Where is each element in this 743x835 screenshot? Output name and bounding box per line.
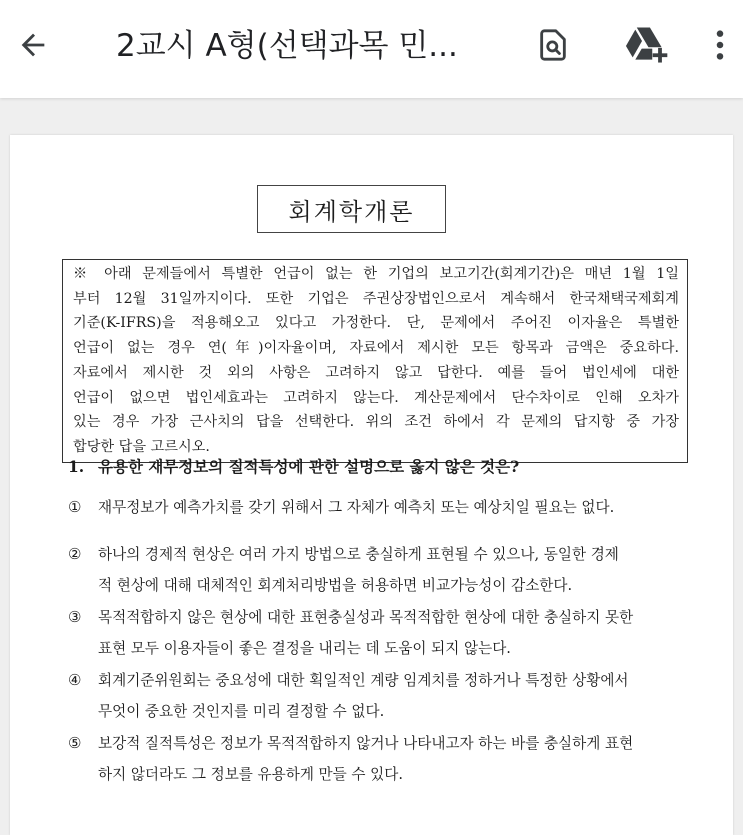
app-bar xyxy=(0,0,743,98)
instruction-line: 자료에서 제시한 것 외의 사항은 고려하지 않고 답한다. 예를 들어 법인세에 대한 xyxy=(73,364,679,381)
option-marker: ③ xyxy=(68,608,82,626)
option-text-line: 재무정보가 예측가치를 갖기 위해서 그 자체가 예측치 또는 예상치일 필요는 없다. xyxy=(98,499,615,516)
instruction-line: 언급이 없으면 법인세효과는 고려하지 않는다. 계산문제에서 단수차이로 인해 오차가 xyxy=(73,389,679,406)
option-text-line: 회계기준위원회는 중요성에 대한 획일적인 계량 임계치를 정하거나 특정한 상황에서 xyxy=(98,672,629,689)
option-text-line: 표현 모두 이용자들이 좋은 결정을 내리는 데 도움이 되지 않는다. xyxy=(98,640,511,657)
instructions-box xyxy=(62,259,688,463)
instruction-line: ※ 아래 문제들에서 특별한 언급이 없는 한 기업의 보고기간(회계기간)은 매년 1월 1일 xyxy=(73,266,679,282)
add-to-drive-icon xyxy=(625,26,669,64)
document-page xyxy=(10,135,733,835)
question-text: 유용한 재무정보의 질적특성에 관한 설명으로 옳지 않은 것은? xyxy=(98,457,520,476)
instruction-line: 합당한 답을 고르시오. xyxy=(73,438,210,455)
option-text-line: 목적적합하지 않은 현상에 대한 표현충실성과 목적적합한 현상에 대한 충실하지 못한 xyxy=(98,609,634,626)
arrow-left-icon xyxy=(16,28,50,62)
question-number: 1. xyxy=(68,457,85,476)
instruction-line: 있는 경우 가장 근사치의 답을 선택한다. 위의 조건 하에서 각 문제의 답지항 중 가장 xyxy=(73,414,679,431)
option-text-line: 무엇이 중요한 것인지를 미리 결정할 수 없다. xyxy=(98,703,385,720)
option-text-line: 하나의 경제적 현상은 여러 가지 방법으로 충실하게 표현될 수 있으나, 동일한 경제 xyxy=(98,546,619,563)
find-in-document-icon xyxy=(536,28,570,62)
instruction-line: 언급이 없는 경우 연(年)이자율이며, 자료에서 제시한 모든 항목과 금액은 중요하다. xyxy=(73,340,679,357)
answer-option-1[interactable] xyxy=(68,492,688,523)
subject-title: 회계학개론 xyxy=(257,185,446,233)
option-marker: ② xyxy=(68,545,82,563)
more-options-button[interactable] xyxy=(700,20,740,70)
back-button[interactable] xyxy=(10,22,56,68)
find-in-document-button[interactable] xyxy=(528,20,578,70)
option-text-line: 보강적 질적특성은 정보가 목적적합하지 않거나 나타내고자 하는 바를 충실하게 표현 xyxy=(98,735,634,752)
option-text-line: 적 현상에 대해 대체적인 회계처리방법을 허용하면 비교가능성이 감소한다. xyxy=(98,577,573,594)
instruction-line: 부터 12월 31일까지이다. 또한 기업은 주권상장법인으로서 계속해서 한국채택국제회계 xyxy=(73,290,679,307)
answer-option-5[interactable] xyxy=(68,728,688,790)
option-marker: ⑤ xyxy=(68,734,82,752)
more-vertical-icon xyxy=(714,28,726,62)
add-to-drive-button[interactable] xyxy=(622,20,672,70)
document-title: 2교시 A형(선택과목 민... xyxy=(116,28,458,64)
answer-option-4[interactable] xyxy=(68,665,688,727)
option-text-line: 하지 않더라도 그 정보를 유용하게 만들 수 있다. xyxy=(98,766,403,783)
instruction-line: 기준(K-IFRS)을 적용해오고 있다고 가정한다. 단, 문제에서 주어진 이자율은 특별한 xyxy=(73,315,679,332)
option-marker: ④ xyxy=(68,671,82,689)
question-1 xyxy=(68,455,519,477)
option-marker: ① xyxy=(68,498,82,516)
answer-option-2[interactable] xyxy=(68,539,688,601)
answer-option-3[interactable] xyxy=(68,602,688,664)
